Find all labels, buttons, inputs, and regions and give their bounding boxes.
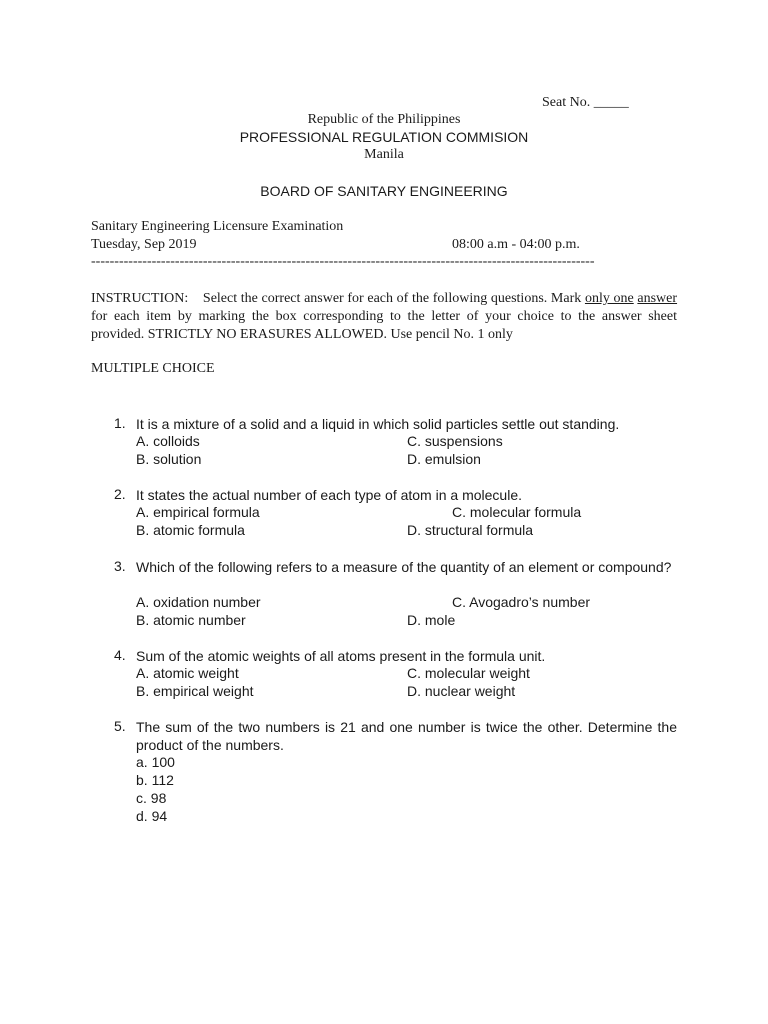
option-b: B. atomic number [136,612,246,628]
option-b: b. 112 [136,772,174,788]
seat-blank: _____ [593,95,629,110]
option-d: D. structural formula [407,522,534,538]
commission-line: PROFESSIONAL REGULATION COMMISION [239,129,529,145]
instruction-emphasis-1: only one [584,291,634,306]
question-number: 2. [114,486,126,502]
seat-number [542,95,629,111]
question-2 [114,486,678,542]
option-b: B. atomic formula [136,522,245,538]
question-1 [114,415,678,471]
option-a: A. colloids [136,433,200,449]
divider-line: ------------------------------------------------------------------------------------------------------------ [91,254,595,269]
question-4 [114,647,678,703]
option-d: d. 94 [136,808,168,824]
question-number: 5. [114,718,126,734]
instruction-text-1: Select the correct answer for each of the following questions. Mark [202,291,582,306]
question-number: 1. [114,415,126,431]
question-text: Which of the following refers to a measure of the quantity of an element or compound? [136,559,672,575]
exam-date: Tuesday, Sep 2019 [91,237,197,252]
option-a: A. atomic weight [136,665,239,681]
city-line: Manila [364,147,404,162]
instruction-label: INSTRUCTION: [91,291,189,306]
option-d: D. nuclear weight [407,683,516,699]
question-text: It is a mixture of a solid and a liquid in which solid particles settle out standing. [136,416,620,432]
option-c: C. molecular formula [452,504,582,520]
option-a: a. 100 [136,754,175,770]
option-c: C. Avogadro’s number [452,594,591,610]
question-text: The sum of the two numbers is 21 and one number is twice the other. Determine the product of the numbers. [136,719,677,753]
question-5 [114,718,678,828]
exam-name: Sanitary Engineering Licensure Examination [91,219,344,234]
seat-label: Seat No. [542,95,591,110]
option-a: A. oxidation number [136,594,261,610]
instruction-paragraph [91,290,677,344]
option-b: B. empirical weight [136,683,254,699]
republic-line: Republic of the Philippines [307,112,461,127]
option-d: D. mole [407,612,456,628]
option-c: C. molecular weight [407,665,530,681]
question-3 [114,558,678,632]
option-c: c. 98 [136,790,167,806]
instruction-text-2: for each item by marking the box corresponding to the letter of your choice to the answer sheet provided. STRICTLY NO ERASURES ALLOWED. Use pencil No. 1 only [91,309,677,342]
section-title: MULTIPLE CHOICE [91,361,215,376]
option-c: C. suspensions [407,433,503,449]
exam-time: 08:00 a.m - 04:00 p.m. [452,237,580,252]
option-b: B. solution [136,451,202,467]
question-number: 3. [114,558,126,574]
option-a: A. empirical formula [136,504,260,520]
question-text: It states the actual number of each type of atom in a molecule. [136,487,522,503]
question-number: 4. [114,647,126,663]
instruction-emphasis-2: answer [637,291,678,306]
option-d: D. emulsion [407,451,481,467]
question-text: Sum of the atomic weights of all atoms present in the formula unit. [136,648,546,664]
board-title: BOARD OF SANITARY ENGINEERING [260,183,508,199]
